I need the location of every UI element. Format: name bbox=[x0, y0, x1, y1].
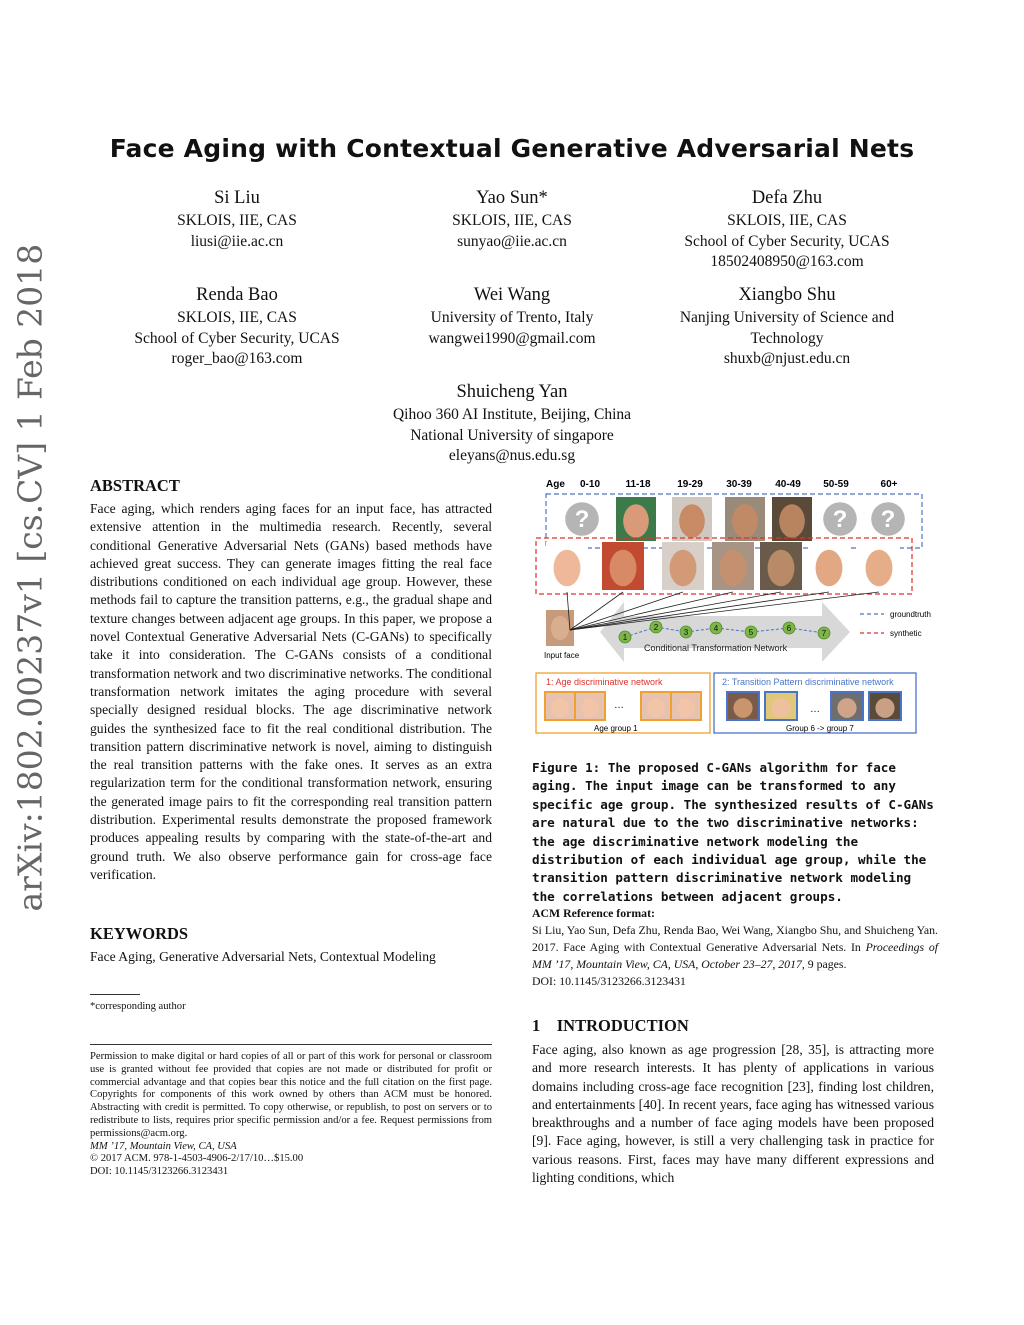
author-affiliation: School of Cyber Security, UCAS bbox=[684, 232, 890, 250]
author-name: Xiangbo Shu bbox=[738, 285, 836, 305]
groundtruth-face-shape bbox=[779, 504, 805, 537]
acm-reference-authors: Si Liu, Yao Sun, Defa Zhu, Renda Bao, Wei Wang, Xiangbo Shu, and Shuicheng Yan. 2017. Face Aging with Contextual Generative Adversarial Nets. In bbox=[532, 923, 938, 954]
acm-reference-venue: Proceedings of MM ’17, Mountain View, CA, USA, October 23–27, 2017, bbox=[532, 940, 939, 971]
author-block bbox=[87, 282, 387, 370]
footnote: *corresponding author bbox=[90, 1001, 186, 1012]
synthetic-face-shape bbox=[670, 550, 697, 586]
author-block bbox=[362, 185, 662, 252]
author-email[interactable]: liusi@iie.ac.cn bbox=[190, 232, 284, 250]
synthetic-face-shape bbox=[554, 550, 581, 586]
author-affiliation: SKLOIS, IIE, CAS bbox=[727, 212, 847, 229]
figure-caption: Figure 1: The proposed C-GANs algorithm for face aging. The input image can be transformed to any specific age group. The synthesized results of C-GANs are natural due to the two discriminative networks: the age discriminative network modeling the distribution of each individual age group, while the transition pattern discriminative network modeling the correlations between adjacent groups. bbox=[532, 760, 934, 904]
author-affiliation: School of Cyber Security, UCAS bbox=[134, 329, 340, 347]
author-email[interactable]: wangwei1990@gmail.com bbox=[428, 329, 596, 347]
legend-synthetic: synthetic bbox=[890, 629, 922, 638]
question-mark: ? bbox=[880, 506, 896, 533]
author-affiliation: National University of singapore bbox=[410, 426, 614, 444]
age-label: 19-29 bbox=[677, 479, 703, 490]
input-face-shape bbox=[551, 616, 569, 640]
transition-discriminator-title: 2: Transition Pattern discriminative network bbox=[722, 677, 894, 687]
network-label: Conditional Transformation Network bbox=[644, 643, 788, 653]
ellipsis: … bbox=[810, 704, 820, 715]
author-name: Defa Zhu bbox=[751, 188, 823, 208]
author-block bbox=[637, 282, 937, 370]
author-affiliation: SKLOIS, IIE, CAS bbox=[177, 309, 297, 326]
groundtruth-face-shape bbox=[679, 504, 705, 537]
age-label: 30-39 bbox=[726, 479, 752, 490]
acm-reference bbox=[532, 905, 938, 990]
age-label: 60+ bbox=[880, 479, 898, 490]
adult-face-shape bbox=[733, 698, 752, 718]
question-mark: ? bbox=[832, 506, 848, 533]
figure-1 bbox=[532, 472, 938, 740]
author-affiliation: Nanjing University of Science and bbox=[679, 309, 895, 326]
author-name: Wei Wang bbox=[473, 285, 551, 305]
age-node-label: 6 bbox=[786, 624, 792, 633]
permission-block bbox=[90, 1051, 492, 1179]
author-email[interactable]: shuxb@njust.edu.cn bbox=[723, 350, 851, 367]
groundtruth-face-shape bbox=[623, 504, 649, 537]
age-label: 40-49 bbox=[775, 479, 801, 490]
ellipsis: … bbox=[614, 700, 624, 711]
synthetic-faces bbox=[546, 542, 900, 590]
footnote-rule bbox=[90, 994, 140, 995]
author-email[interactable]: eleyans@nus.edu.sg bbox=[448, 447, 576, 464]
acm-reference-doi[interactable]: DOI: 10.1145/3123266.3123431 bbox=[532, 974, 686, 988]
author-email[interactable]: roger_bao@163.com bbox=[171, 350, 303, 367]
age-node-label: 1 bbox=[622, 633, 628, 642]
author-name: Yao Sun* bbox=[476, 188, 548, 208]
synthetic-face-shape bbox=[866, 550, 893, 586]
introduction-text: Face aging, also known as age progression [28, 35], is attracting more and more research interests. It has plenty of applications in various domains including cross-age face recognition [23], finding lost children, and entertainments [40]. In recent years, face aging has witnessed various breakthroughs and a number of face aging models have been proposed [9]. Face aging, however, is still a very challenging task in practice for various reasons. First, faces may have many different expressions and lighting conditions, which bbox=[532, 1042, 934, 1186]
author-block bbox=[362, 379, 662, 467]
abstract-heading: ABSTRACT bbox=[90, 476, 180, 495]
age-node-label: 4 bbox=[713, 624, 719, 633]
age-group-label: Age group 1 bbox=[594, 724, 638, 733]
author-name: Renda Bao bbox=[196, 285, 278, 305]
groundtruth-face-shape bbox=[732, 504, 758, 537]
paper-title: Face Aging with Contextual Generative Adversarial Nets bbox=[109, 134, 915, 163]
age-label: 11-18 bbox=[625, 479, 651, 490]
age-discriminator-title: 1: Age discriminative network bbox=[546, 677, 663, 687]
age-node-label: 5 bbox=[748, 628, 754, 637]
author-name: Shuicheng Yan bbox=[456, 382, 568, 402]
author-affiliation: SKLOIS, IIE, CAS bbox=[177, 212, 297, 229]
synthetic-face-shape bbox=[610, 550, 637, 586]
permission-text: Permission to make digital or hard copies of all or part of this work for personal or classroom use is granted without fee provided that copies are not made or distributed for profit or commercial advantage and that copies bear this notice and the full citation on the first page. Copyrights for components of this work owned by others than ACM must be honored. Abstracting with credit is permitted. To copy otherwise, or republish, to post on servers or to redistribute to lists, requires prior specific permission and/or a fee. Request permissions from permissions@acm.org. bbox=[90, 1051, 492, 1139]
keywords-text: Face Aging, Generative Adversarial Nets, Contextual Modeling bbox=[90, 949, 436, 964]
author-affiliation: University of Trento, Italy bbox=[430, 309, 594, 326]
author-email[interactable]: sunyao@iie.ac.cn bbox=[457, 232, 567, 250]
synthetic-face-shape bbox=[816, 550, 843, 586]
introduction-heading: 1 INTRODUCTION bbox=[532, 1016, 689, 1035]
groundtruth-faces bbox=[562, 497, 908, 541]
author-affiliation: Qihoo 360 AI Institute, Beijing, China bbox=[392, 406, 632, 423]
input-face-label: Input face bbox=[544, 651, 580, 660]
age-node-label: 7 bbox=[821, 629, 827, 638]
author-block bbox=[87, 185, 387, 252]
arxiv-side-label: arXiv:1802.00237v1 [cs.CV] 1 Feb 2018 bbox=[10, 243, 50, 912]
author-name: Si Liu bbox=[214, 188, 260, 208]
synthetic-face-shape bbox=[768, 550, 795, 586]
permission-rule bbox=[90, 1044, 492, 1045]
author-block bbox=[362, 282, 662, 349]
adult-face-shape bbox=[771, 698, 790, 718]
keywords-heading: KEYWORDS bbox=[90, 924, 189, 943]
author-email[interactable]: 18502408950@163.com bbox=[710, 253, 864, 270]
group-transition-label: Group 6 -> group 7 bbox=[786, 724, 854, 733]
child-face-shape bbox=[551, 698, 569, 718]
age-labels bbox=[580, 479, 898, 490]
child-face-shape bbox=[581, 698, 599, 718]
permission-copyright: © 2017 ACM. 978-1-4503-4906-2/17/10…$15.00 bbox=[90, 1153, 304, 1165]
author-affiliation: SKLOIS, IIE, CAS bbox=[452, 212, 572, 229]
question-mark: ? bbox=[574, 506, 590, 533]
synthetic-face-shape bbox=[720, 550, 747, 586]
acm-reference-pages: 9 pages. bbox=[804, 957, 847, 971]
permission-venue: MM ’17, Mountain View, CA, USA bbox=[90, 1140, 237, 1152]
abstract-text: Face aging, which renders aging faces for an input face, has attracted extensive attention in the multimedia research. Recently, several conditional Generative Adversarial Nets (GANs) based methods have achieved great success. They can generate images fitting the real face distributions conditioned on each individual age group. However, these methods fail to capture the transition patterns, e.g., the gradual shape and texture changes between adjacent age groups. In this paper, we propose a novel Contextual Generative Adversarial Nets (C-GANs) to specifically take it into consideration. The C-GANs consists of a conditional transformation network and two discriminative networks. The conditional transformation network imitates the aging procedure with several specially designed residual blocks. The age discriminative network guides the synthesized face to fit the real conditional distribution. The transition pattern discriminative network is novel, aiming to distinguish the real transition patterns with the fake ones. It serves as an extra regularization term for the conditional transformation network, ensuring the generated image pairs to fit the corresponding real transition pattern distribution. Experimental results demonstrate the proposed framework produces appealing results by comparing with the state-of-the-art and ground truth. We also observe performance gain for cross-age face verification. bbox=[90, 501, 492, 882]
author-block bbox=[637, 185, 937, 273]
child-face-shape bbox=[677, 698, 695, 718]
age-node-label: 3 bbox=[683, 628, 689, 637]
author-affiliation: Technology bbox=[750, 329, 824, 347]
legend-groundtruth: groundtruth bbox=[890, 610, 931, 619]
adult-face-shape bbox=[837, 698, 856, 718]
age-axis-label: Age bbox=[546, 479, 565, 490]
permission-doi: DOI: 10.1145/3123266.3123431 bbox=[90, 1166, 229, 1178]
age-label: 0-10 bbox=[579, 479, 601, 490]
adult-face-shape bbox=[875, 698, 894, 718]
age-node-label: 2 bbox=[653, 623, 659, 632]
acm-reference-heading: ACM Reference format: bbox=[532, 906, 655, 920]
child-face-shape bbox=[647, 698, 665, 718]
age-label: 50-59 bbox=[823, 479, 849, 490]
